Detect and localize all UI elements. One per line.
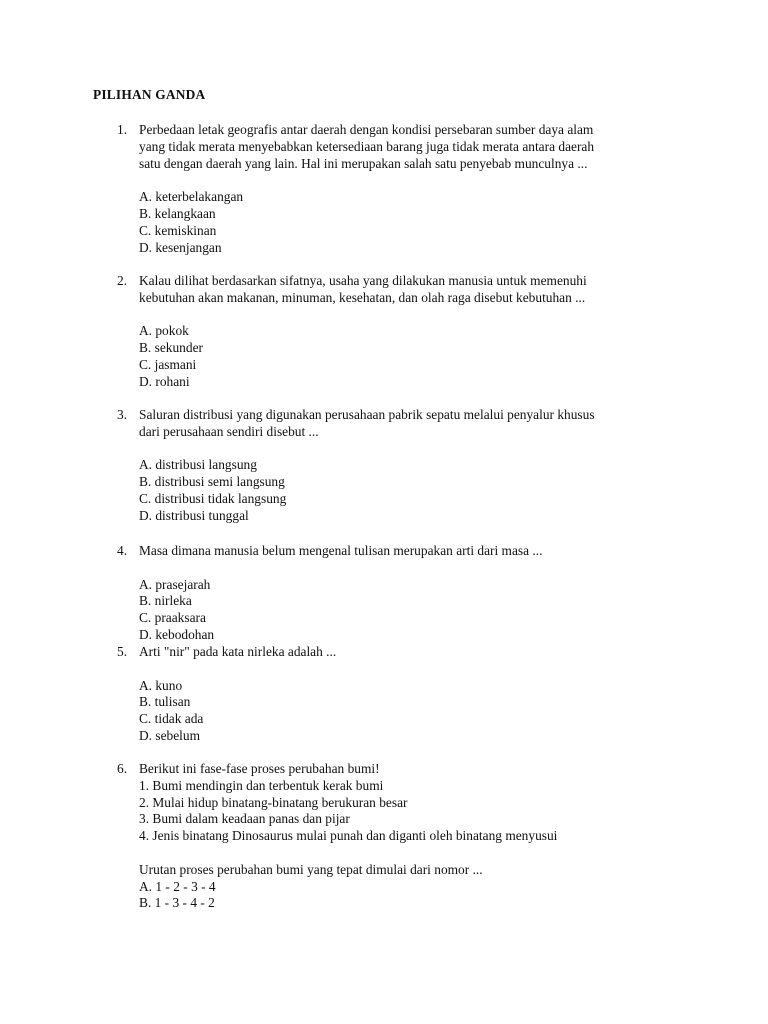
option-b: B. distribusi semi langsung [139,474,285,490]
question-line: Arti "nir" pada kata nirleka adalah ... [139,644,337,659]
question-text [139,407,677,441]
question-text [139,122,677,172]
question-text [139,543,677,560]
answer-options [139,457,677,524]
option-a: A. kuno [139,677,183,693]
answer-options [139,678,677,745]
option-c: C. tidak ada [139,711,204,727]
option-a: A. 1 - 2 - 3 - 4 [139,878,216,894]
question-prompt: Urutan proses perubahan bumi yang tepat dimulai dari nomor ... [139,861,483,877]
option-d: D. distribusi tunggal [139,507,249,523]
question-4 [117,543,677,644]
question-number: 4. [117,543,128,558]
question-line: dari perusahaan sendiri disebut ... [139,423,319,439]
question-6 [117,761,677,912]
question-number: 6. [117,761,128,776]
question-5 [117,644,677,745]
question-1 [117,122,677,256]
section-title: PILIHAN GANDA [93,87,206,102]
option-c: C. praaksara [139,610,206,626]
question-line: Masa dimana manusia belum mengenal tulisan merupakan arti dari masa ... [139,543,543,558]
question-text [139,273,677,307]
option-a: A. prasejarah [139,576,211,592]
option-b: B. kelangkaan [139,205,216,221]
option-b: B. 1 - 3 - 4 - 2 [139,895,215,911]
option-a: A. pokok [139,323,189,339]
question-line: Perbedaan letak geografis antar daerah dengan kondisi persebaran sumber daya alam [139,122,594,137]
question-2 [117,273,677,391]
option-c: C. kemiskinan [139,222,217,238]
question-line: Saluran distribusi yang digunakan perusahaan pabrik sepatu melalui penyalur khusus [139,407,595,422]
option-a: A. keterbelakangan [139,189,244,205]
answer-options [139,577,677,644]
option-b: B. nirleka [139,593,192,609]
option-a: A. distribusi langsung [139,457,257,473]
option-b: B. tulisan [139,694,191,710]
option-d: D. rohani [139,373,190,389]
question-number: 3. [117,407,128,422]
answer-options [139,189,677,256]
phase-item-4: 4. Jenis binatang Dinosaurus mulai punah dan diganti oleh binatang menyusui [139,828,558,844]
answer-options [139,323,677,390]
question-line: Berikut ini fase-fase proses perubahan bumi! [139,761,380,776]
answer-options [139,862,677,912]
question-text [139,761,677,845]
question-line: yang tidak merata menyebabkan ketersediaan barang juga tidak merata antara daerah [139,138,595,154]
question-line: Kalau dilihat berdasarkan sifatnya, usaha yang dilakukan manusia untuk memenuhi [139,273,587,288]
question-number: 1. [117,122,128,137]
option-c: C. distribusi tidak langsung [139,490,287,506]
option-b: B. sekunder [139,340,203,356]
question-number: 2. [117,273,128,288]
question-3 [117,407,677,525]
question-line: kebutuhan akan makanan, minuman, kesehatan, dan olah raga disebut kebutuhan ... [139,289,586,305]
question-line: satu dengan daerah yang lain. Hal ini merupakan salah satu penyebab munculnya ... [139,155,588,171]
phase-item-3: 3. Bumi dalam keadaan panas dan pijar [139,811,350,827]
question-number: 5. [117,644,128,659]
phase-item-1: 1. Bumi mendingin dan terbentuk kerak bumi [139,777,384,793]
option-d: D. kebodohan [139,626,215,642]
option-c: C. jasmani [139,356,197,372]
phase-item-2: 2. Mulai hidup binatang-binatang berukuran besar [139,794,408,810]
option-d: D. sebelum [139,727,200,743]
question-text [139,644,677,661]
option-d: D. kesenjangan [139,239,222,255]
